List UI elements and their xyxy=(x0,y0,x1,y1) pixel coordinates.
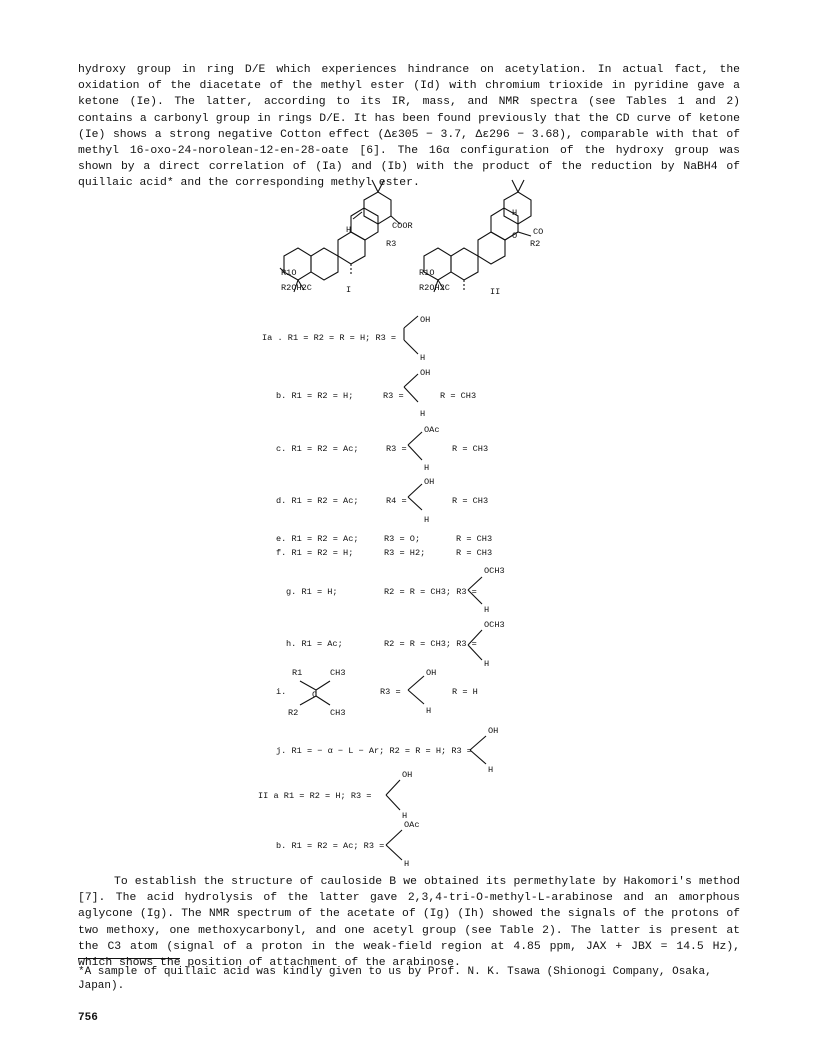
compound-iia: II a R1 = R2 = H; R3 = xyxy=(258,791,372,801)
compound-ib-sub: OH xyxy=(420,368,431,378)
struct-i-r1o-label: R1O xyxy=(281,268,297,278)
compound-ii-mid: R3 = xyxy=(380,687,401,697)
page-number: 756 xyxy=(78,1012,98,1024)
footnote-rule xyxy=(78,958,180,959)
struct-ii-h-label: H xyxy=(512,208,518,218)
compound-ii-label: i. xyxy=(276,687,287,697)
struct-i-numeral: I xyxy=(346,285,352,295)
compound-id-h: H xyxy=(424,515,430,525)
struct-ii-co-label: CO xyxy=(533,227,544,237)
compound-ig-sub: OCH3 xyxy=(484,566,505,576)
compound-ib-r3: R3 = xyxy=(383,391,404,401)
compound-id: d. R1 = R2 = Ac; xyxy=(276,496,359,506)
compound-ii-ch3a: CH3 xyxy=(330,668,346,678)
compound-id-r3: R4 = xyxy=(386,496,407,506)
compound-ic-tail: R = CH3 xyxy=(452,444,489,454)
compound-iib-h: H xyxy=(404,859,410,869)
compound-ib-h: H xyxy=(420,409,426,419)
paragraph-2: To establish the structure of cauloside B we obtained its permethylate by Hakomori's method [7]. The acid hydrolysis of the latter gave 2,3,4-tri-O-methyl-L-arabinose and an amorphous aglycone (Ig). The NMR spectrum of the acetate of (Ig) (Ih) showed the signals of the protons of two methoxy, one methoxycarbonyl, and one acetyl group (see Table 2). The latter is present at the C3 atom (signal of a proton in the weak-field region at 4.85 ppm, JAX + JBX = 14.5 Hz), which shows the position of attachment of the arabinose. xyxy=(78,876,740,970)
compound-ic-r3: R3 = xyxy=(386,444,407,454)
compound-iia-h: H xyxy=(402,811,408,821)
compound-ic-h: H xyxy=(424,463,430,473)
compound-ih-h: H xyxy=(484,659,490,669)
compound-ic: c. R1 = R2 = Ac; xyxy=(276,444,359,454)
struct-i-r2oh2c-label: R2OH2C xyxy=(281,283,312,293)
compound-iia-sub: OH xyxy=(402,770,413,780)
compound-ig: g. R1 = H; xyxy=(286,587,338,597)
compound-ii-r1: R1 xyxy=(292,668,303,678)
paragraph-1: hydroxy group in ring D/E which experiences hindrance on acetylation. In actual fact, the oxidation of the diacetate of the methyl ester (Id) with chromium trioxide in pyridine gave a ketone (Ie). The latter, according to its IR, mass, and NMR spectra (see Tables 1 and 2) contains a carbonyl group in rings D/E. It has been found previously that the CD curve of ketone (Ie) shows a strong negative Cotton effect (Δε305 − 3.7, Δε296 − 3.68), comparable with that of methyl 16-oxo-24-norolean-12-en-28-oate [6]. The 16α configuration of the hydroxy group was shown by a direct correlation of (Ia) and (Ib) with the product of the reduction by NaBH4 of quillaic acid* and the corresponding methyl ester. xyxy=(78,64,740,190)
compound-ii-c: C xyxy=(312,690,318,700)
compound-ib: b. R1 = R2 = H; xyxy=(276,391,354,401)
struct-ii-r2oh2c-label: R2OH2C xyxy=(419,283,450,293)
compound-ii-ch3b: CH3 xyxy=(330,708,346,718)
struct-i-ester-label: COOR xyxy=(392,221,413,231)
compound-ia-h: H xyxy=(420,353,426,363)
compound-iib: b. R1 = R2 = Ac; R3 = xyxy=(276,841,385,851)
compound-ib-tail: R = CH3 xyxy=(440,391,477,401)
compound-id-tail: R = CH3 xyxy=(452,496,489,506)
compound-ie-tail: R = CH3 xyxy=(456,534,493,544)
compound-ij: j. R1 = − α − L − Ar; R2 = R = H; R3 = xyxy=(276,746,472,756)
compound-iib-sub: OAc xyxy=(404,820,420,830)
compound-ie: e. R1 = R2 = Ac; xyxy=(276,534,359,544)
compound-if-tail: R = CH3 xyxy=(456,548,493,558)
compound-ii-h: H xyxy=(426,706,432,716)
struct-i-h-label: H xyxy=(346,225,352,235)
compound-if: f. R1 = R2 = H; xyxy=(276,548,354,558)
struct-ii-o-label: O xyxy=(512,231,518,241)
struct-i-r3-label: R3 xyxy=(386,239,397,249)
compound-ii-r2: R2 xyxy=(288,708,299,718)
compound-ij-sub: OH xyxy=(488,726,499,736)
compound-ia-sub: OH xyxy=(420,315,431,325)
compound-ii-tail: R = H xyxy=(452,687,478,697)
struct-ii-r1o-label: R1O xyxy=(419,268,435,278)
compound-if-mid: R3 = H2; xyxy=(384,548,426,558)
footnote: *A sample of quillaic acid was kindly given to us by Prof. N. K. Tsawa (Shionogi Company, Osaka, Japan). xyxy=(78,966,712,992)
compound-id-sub: OH xyxy=(424,477,435,487)
compound-ii-sub: OH xyxy=(426,668,437,678)
compound-ih-mid: R2 = R = CH3; R3 = xyxy=(384,639,477,649)
struct-ii-r2-label: R2 xyxy=(530,239,541,249)
compound-ic-sub: OAc xyxy=(424,425,440,435)
compound-ih: h. R1 = Ac; xyxy=(286,639,343,649)
compound-ia: Ia . R1 = R2 = R = H; R3 = xyxy=(262,333,397,343)
compound-ie-mid: R3 = O; xyxy=(384,534,421,544)
compound-ih-sub: OCH3 xyxy=(484,620,505,630)
compound-ig-mid: R2 = R = CH3; R3 = xyxy=(384,587,477,597)
struct-ii-numeral: II xyxy=(490,287,501,297)
compound-ig-h: H xyxy=(484,605,490,615)
compound-ij-h: H xyxy=(488,765,494,775)
